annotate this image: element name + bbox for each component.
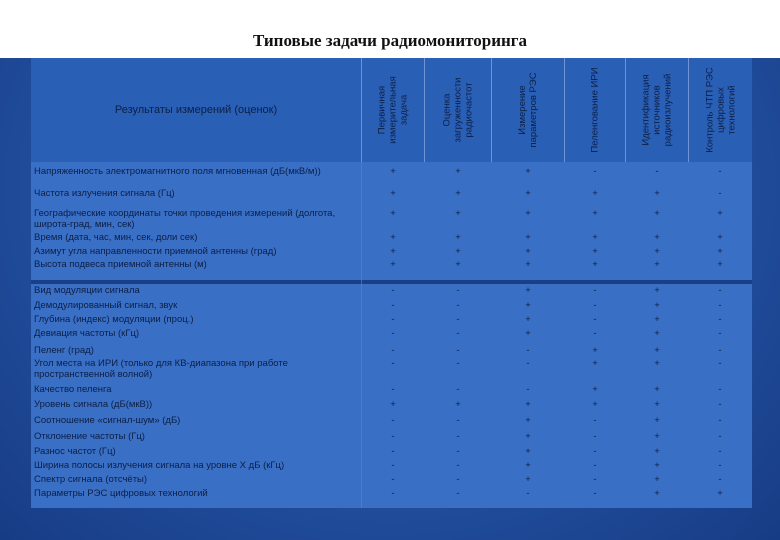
table-cell: + — [525, 474, 531, 485]
table-cell: - — [391, 345, 395, 356]
header-results-label: Результаты измерений (оценок) — [31, 58, 362, 162]
row-label: Соотношение «сигнал-шум» (дБ) — [34, 415, 181, 426]
table-cell: + — [390, 246, 396, 257]
table-cell: - — [456, 446, 460, 457]
table-cell: - — [391, 358, 395, 369]
row-label: Вид модуляции сигнала — [34, 285, 140, 296]
table-cell: - — [593, 328, 597, 339]
table-cell: + — [654, 431, 660, 442]
table-cell: + — [525, 300, 531, 311]
col-head-bearing — [565, 58, 626, 162]
col-head-identify — [626, 58, 689, 162]
table-cell: - — [593, 488, 597, 499]
table-cell: + — [654, 300, 660, 311]
table-cell: + — [390, 208, 396, 219]
table-cell: + — [525, 446, 531, 457]
table-cell: - — [718, 188, 722, 199]
col-head-load — [425, 58, 492, 162]
table-cell: + — [654, 285, 660, 296]
table-cell: + — [592, 246, 598, 257]
column-divider — [361, 162, 362, 508]
table-cell: + — [654, 358, 660, 369]
row-label: Частота излучения сигнала (Гц) — [34, 188, 175, 199]
table-cell: + — [654, 460, 660, 471]
table-cell: + — [455, 399, 461, 410]
table-cell: - — [593, 300, 597, 311]
table-cell: + — [390, 232, 396, 243]
col-head-identify-label: Идентификация источников радиоизлучений — [640, 73, 674, 147]
col-head-primary — [362, 58, 425, 162]
row-label: Девиация частоты (кГц) — [34, 328, 140, 339]
table-cell: - — [718, 345, 722, 356]
table-cell: - — [526, 488, 530, 499]
table-cell: - — [391, 285, 395, 296]
table-cell: + — [455, 259, 461, 270]
row-label: Глубина (индекс) модуляции (проц.) — [34, 314, 194, 325]
table-cell: + — [390, 399, 396, 410]
table-cell: + — [654, 328, 660, 339]
table-cell: + — [654, 415, 660, 426]
table-cell: - — [456, 358, 460, 369]
table-cell: + — [525, 399, 531, 410]
table-cell: + — [654, 188, 660, 199]
table-cell: + — [654, 345, 660, 356]
page-title: Типовые задачи радиомониторинга — [252, 31, 528, 50]
table-cell: + — [525, 460, 531, 471]
table-cell: + — [525, 328, 531, 339]
table-cell: + — [592, 345, 598, 356]
table-cell: + — [654, 488, 660, 499]
table-cell: - — [391, 384, 395, 395]
table-cell: + — [592, 384, 598, 395]
table-cell: - — [593, 415, 597, 426]
table-cell: + — [525, 246, 531, 257]
table-cell: + — [654, 474, 660, 485]
table-cell: - — [593, 474, 597, 485]
table-cell: - — [718, 446, 722, 457]
table-cell: + — [654, 446, 660, 457]
row-label: Спектр сигнала (отсчёты) — [34, 474, 148, 485]
row-label: Отклонение частоты (Гц) — [34, 431, 145, 442]
row-label: Пеленг (град) — [34, 345, 94, 356]
table-cell: - — [718, 460, 722, 471]
table-cell: + — [525, 415, 531, 426]
table-cell: + — [390, 259, 396, 270]
col-head-digital — [689, 58, 752, 162]
table-cell: - — [718, 314, 722, 325]
table-cell: + — [592, 208, 598, 219]
tasks-table — [31, 58, 752, 508]
table-cell: - — [718, 474, 722, 485]
table-cell: + — [455, 166, 461, 177]
row-label: Географические координаты точки проведения измерений (долгота, широта-град, мин, сек) — [34, 208, 336, 230]
table-cell: - — [593, 314, 597, 325]
row-label: Разнос частот (Гц) — [34, 446, 116, 457]
table-cell: - — [391, 300, 395, 311]
table-cell: - — [391, 415, 395, 426]
table-cell: + — [525, 232, 531, 243]
table-cell: + — [455, 232, 461, 243]
col-head-digital-label: Контроль ЧТП РЭС цифровых технологий — [704, 67, 737, 153]
table-cell: - — [391, 474, 395, 485]
table-cell: - — [456, 460, 460, 471]
table-cell: - — [718, 166, 722, 177]
table-cell: - — [526, 358, 530, 369]
table-cell: + — [390, 188, 396, 199]
table-cell: + — [717, 232, 723, 243]
table-cell: - — [456, 488, 460, 499]
table-cell: - — [456, 384, 460, 395]
table-cell: - — [718, 399, 722, 410]
col-head-bearing-label: Пеленгование ИРИ — [589, 67, 601, 153]
row-label: Азимут угла направленности приемной антенны (град) — [34, 246, 277, 257]
table-cell: - — [391, 314, 395, 325]
table-cell: + — [525, 314, 531, 325]
table-cell: + — [654, 384, 660, 395]
table-cell: - — [456, 285, 460, 296]
table-cell: - — [526, 345, 530, 356]
table-cell: + — [592, 399, 598, 410]
table-cell: + — [592, 358, 598, 369]
table-cell: + — [717, 246, 723, 257]
table-cell: - — [391, 328, 395, 339]
table-cell: - — [593, 285, 597, 296]
table-cell: + — [654, 259, 660, 270]
table-cell: - — [718, 431, 722, 442]
table-cell: + — [525, 208, 531, 219]
row-label: Параметры РЭС цифровых технологий — [34, 488, 208, 499]
row-label: Демодулированный сигнал, звук — [34, 300, 178, 311]
table-cell: - — [456, 345, 460, 356]
row-label: Ширина полосы излучения сигнала на уровне Х дБ (кГц) — [34, 460, 285, 471]
table-cell: - — [526, 384, 530, 395]
table-cell: - — [456, 314, 460, 325]
row-label: Качество пеленга — [34, 384, 112, 395]
table-cell: - — [718, 358, 722, 369]
table-cell: - — [593, 460, 597, 471]
col-head-primary-label: Первичная измерительная задача — [376, 76, 410, 144]
table-cell: - — [456, 431, 460, 442]
table-cell: + — [390, 166, 396, 177]
table-cell: + — [455, 246, 461, 257]
table-cell: - — [718, 415, 722, 426]
table-cell: - — [718, 328, 722, 339]
table-cell: + — [592, 188, 598, 199]
table-cell: - — [718, 285, 722, 296]
table-cell: + — [525, 285, 531, 296]
table-cell: - — [391, 460, 395, 471]
table-cell: + — [717, 208, 723, 219]
row-label: Высота подвеса приемной антенны (м) — [34, 259, 207, 270]
table-cell: - — [391, 431, 395, 442]
table-cell: + — [717, 259, 723, 270]
title-band — [0, 0, 780, 58]
table-cell: + — [525, 259, 531, 270]
row-label: Уровень сигнала (дБ(мкВ)) — [34, 399, 153, 410]
table-cell: - — [391, 488, 395, 499]
row-label: Время (дата, час, мин, сек, доли сек) — [34, 232, 198, 243]
table-cell: + — [717, 488, 723, 499]
table-cell: + — [592, 259, 598, 270]
table-cell: - — [456, 328, 460, 339]
table-cell: + — [654, 399, 660, 410]
table-cell: + — [654, 314, 660, 325]
table-cell: - — [593, 446, 597, 457]
table-cell: - — [655, 166, 659, 177]
table-cell: - — [593, 166, 597, 177]
col-head-load-label: Оценка загруженности радиочастот — [441, 77, 475, 143]
row-label: Угол места на ИРИ (только для КВ-диапазона при работе пространственной волной) — [34, 358, 288, 380]
table-cell: - — [718, 300, 722, 311]
table-header — [31, 58, 752, 163]
table-cell: + — [654, 208, 660, 219]
table-cell: - — [456, 300, 460, 311]
table-cell: - — [456, 474, 460, 485]
table-cell: - — [718, 384, 722, 395]
table-cell: + — [455, 208, 461, 219]
table-cell: + — [525, 431, 531, 442]
table-cell: + — [654, 232, 660, 243]
col-head-params-label: Измерение параметров РЭС — [517, 72, 539, 148]
table-cell: + — [592, 232, 598, 243]
table-cell: + — [525, 166, 531, 177]
table-cell: - — [391, 446, 395, 457]
table-cell: - — [456, 415, 460, 426]
table-cell: + — [525, 188, 531, 199]
col-head-params — [492, 58, 565, 162]
table-cell: + — [455, 188, 461, 199]
table-cell: + — [654, 246, 660, 257]
row-label: Напряженность электромагнитного поля мгновенная (дБ(мкВ/м)) — [34, 166, 321, 177]
table-cell: - — [593, 431, 597, 442]
